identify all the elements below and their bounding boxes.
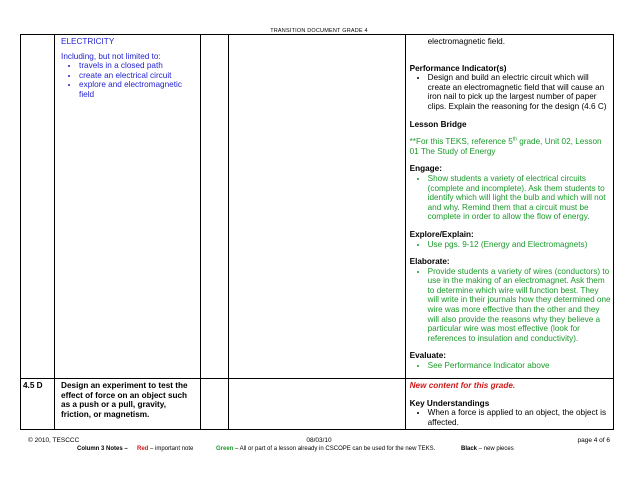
curriculum-table: [20, 34, 614, 430]
copyright: © 2010, TESCCC: [28, 437, 80, 444]
topic-cell: [55, 35, 201, 379]
new-content-note: New content for this grade.: [409, 381, 516, 390]
empty-cell: [201, 35, 229, 379]
black-legend: Black – new pieces: [461, 446, 514, 452]
list-item: • When a force is applied to an object, the object is affected.: [428, 408, 611, 427]
continued-text: electromagnetic field.: [427, 37, 505, 46]
lesson-cell: [405, 35, 613, 379]
table-row: [21, 379, 614, 430]
bridge-text: **For this TEKS, reference 5th grade, Unit 02, Lesson 01 The Study of Energy: [409, 136, 602, 156]
key-heading: Key Understandings: [409, 398, 490, 408]
lesson-cell: [405, 379, 613, 430]
engage-heading: Engage:: [409, 164, 442, 174]
list-item: • Design and build an electric circuit which will create an electromagnetic field that will cause an iron nail to pick up the largest number of paper clips. Explain the reasoning for the design (4.6 C): [428, 73, 611, 111]
table-row: [21, 35, 614, 379]
document-header: TRANSITION DOCUMENT GRADE 4: [270, 28, 368, 34]
footer-date: 08/03/10: [306, 437, 332, 444]
empty-cell: [201, 379, 229, 430]
green-legend: Green – All or part of a lesson already in CSCOPE can be used for the new TEKS.: [216, 446, 436, 452]
list-item: • See Performance Indicator above: [428, 361, 611, 371]
page-number: page 4 of 6: [577, 437, 610, 444]
red-legend: Red – important note: [137, 446, 194, 452]
list-item: • explore and electromagnetic field: [79, 80, 196, 99]
teks-description-cell: Design an experiment to test the effect of force on an object such as a push or a pull, gravity, friction, or magnetism.: [55, 379, 201, 430]
topic-intro: Including, but not limited to:: [61, 51, 161, 61]
list-item: • Provide students a variety of wires (conductors) to use in the making of an electromagnet. Ask them to determine which wire will function best. They will write in their journals how they determined one wire was more effective than the other and they will also provide the reasons why they believe a particular wire was most effective (look for references to insulation and conductivity).: [428, 267, 611, 344]
elaborate-heading: Elaborate:: [409, 257, 450, 267]
topic-list: [61, 61, 196, 99]
topic-title: ELECTRICITY: [61, 37, 115, 46]
list-item: • travels in a closed path: [79, 61, 196, 71]
evaluate-heading: Evaluate:: [409, 351, 447, 361]
list-item: • Use pgs. 9-12 (Energy and Electromagnets): [428, 240, 611, 250]
list-item: • create an electrical circuit: [79, 71, 196, 81]
list-item: • Show students a variety of electrical circuits (complete and incomplete). Ask them students to identify which will light the bulb and which will not and why. Remind them that a circuit must be complete in order to allow the flow of energy.: [428, 174, 611, 222]
teks-code-cell: 4.5 D: [21, 379, 55, 430]
explore-heading: Explore/Explain:: [409, 229, 474, 239]
perf-heading: Performance Indicator(s): [409, 63, 507, 73]
teks-code-cell: [21, 35, 55, 379]
empty-cell: [229, 379, 405, 430]
empty-cell: [229, 35, 405, 379]
notes-label: Column 3 Notes –: [77, 446, 128, 452]
bridge-heading: Lesson Bridge: [409, 119, 467, 129]
